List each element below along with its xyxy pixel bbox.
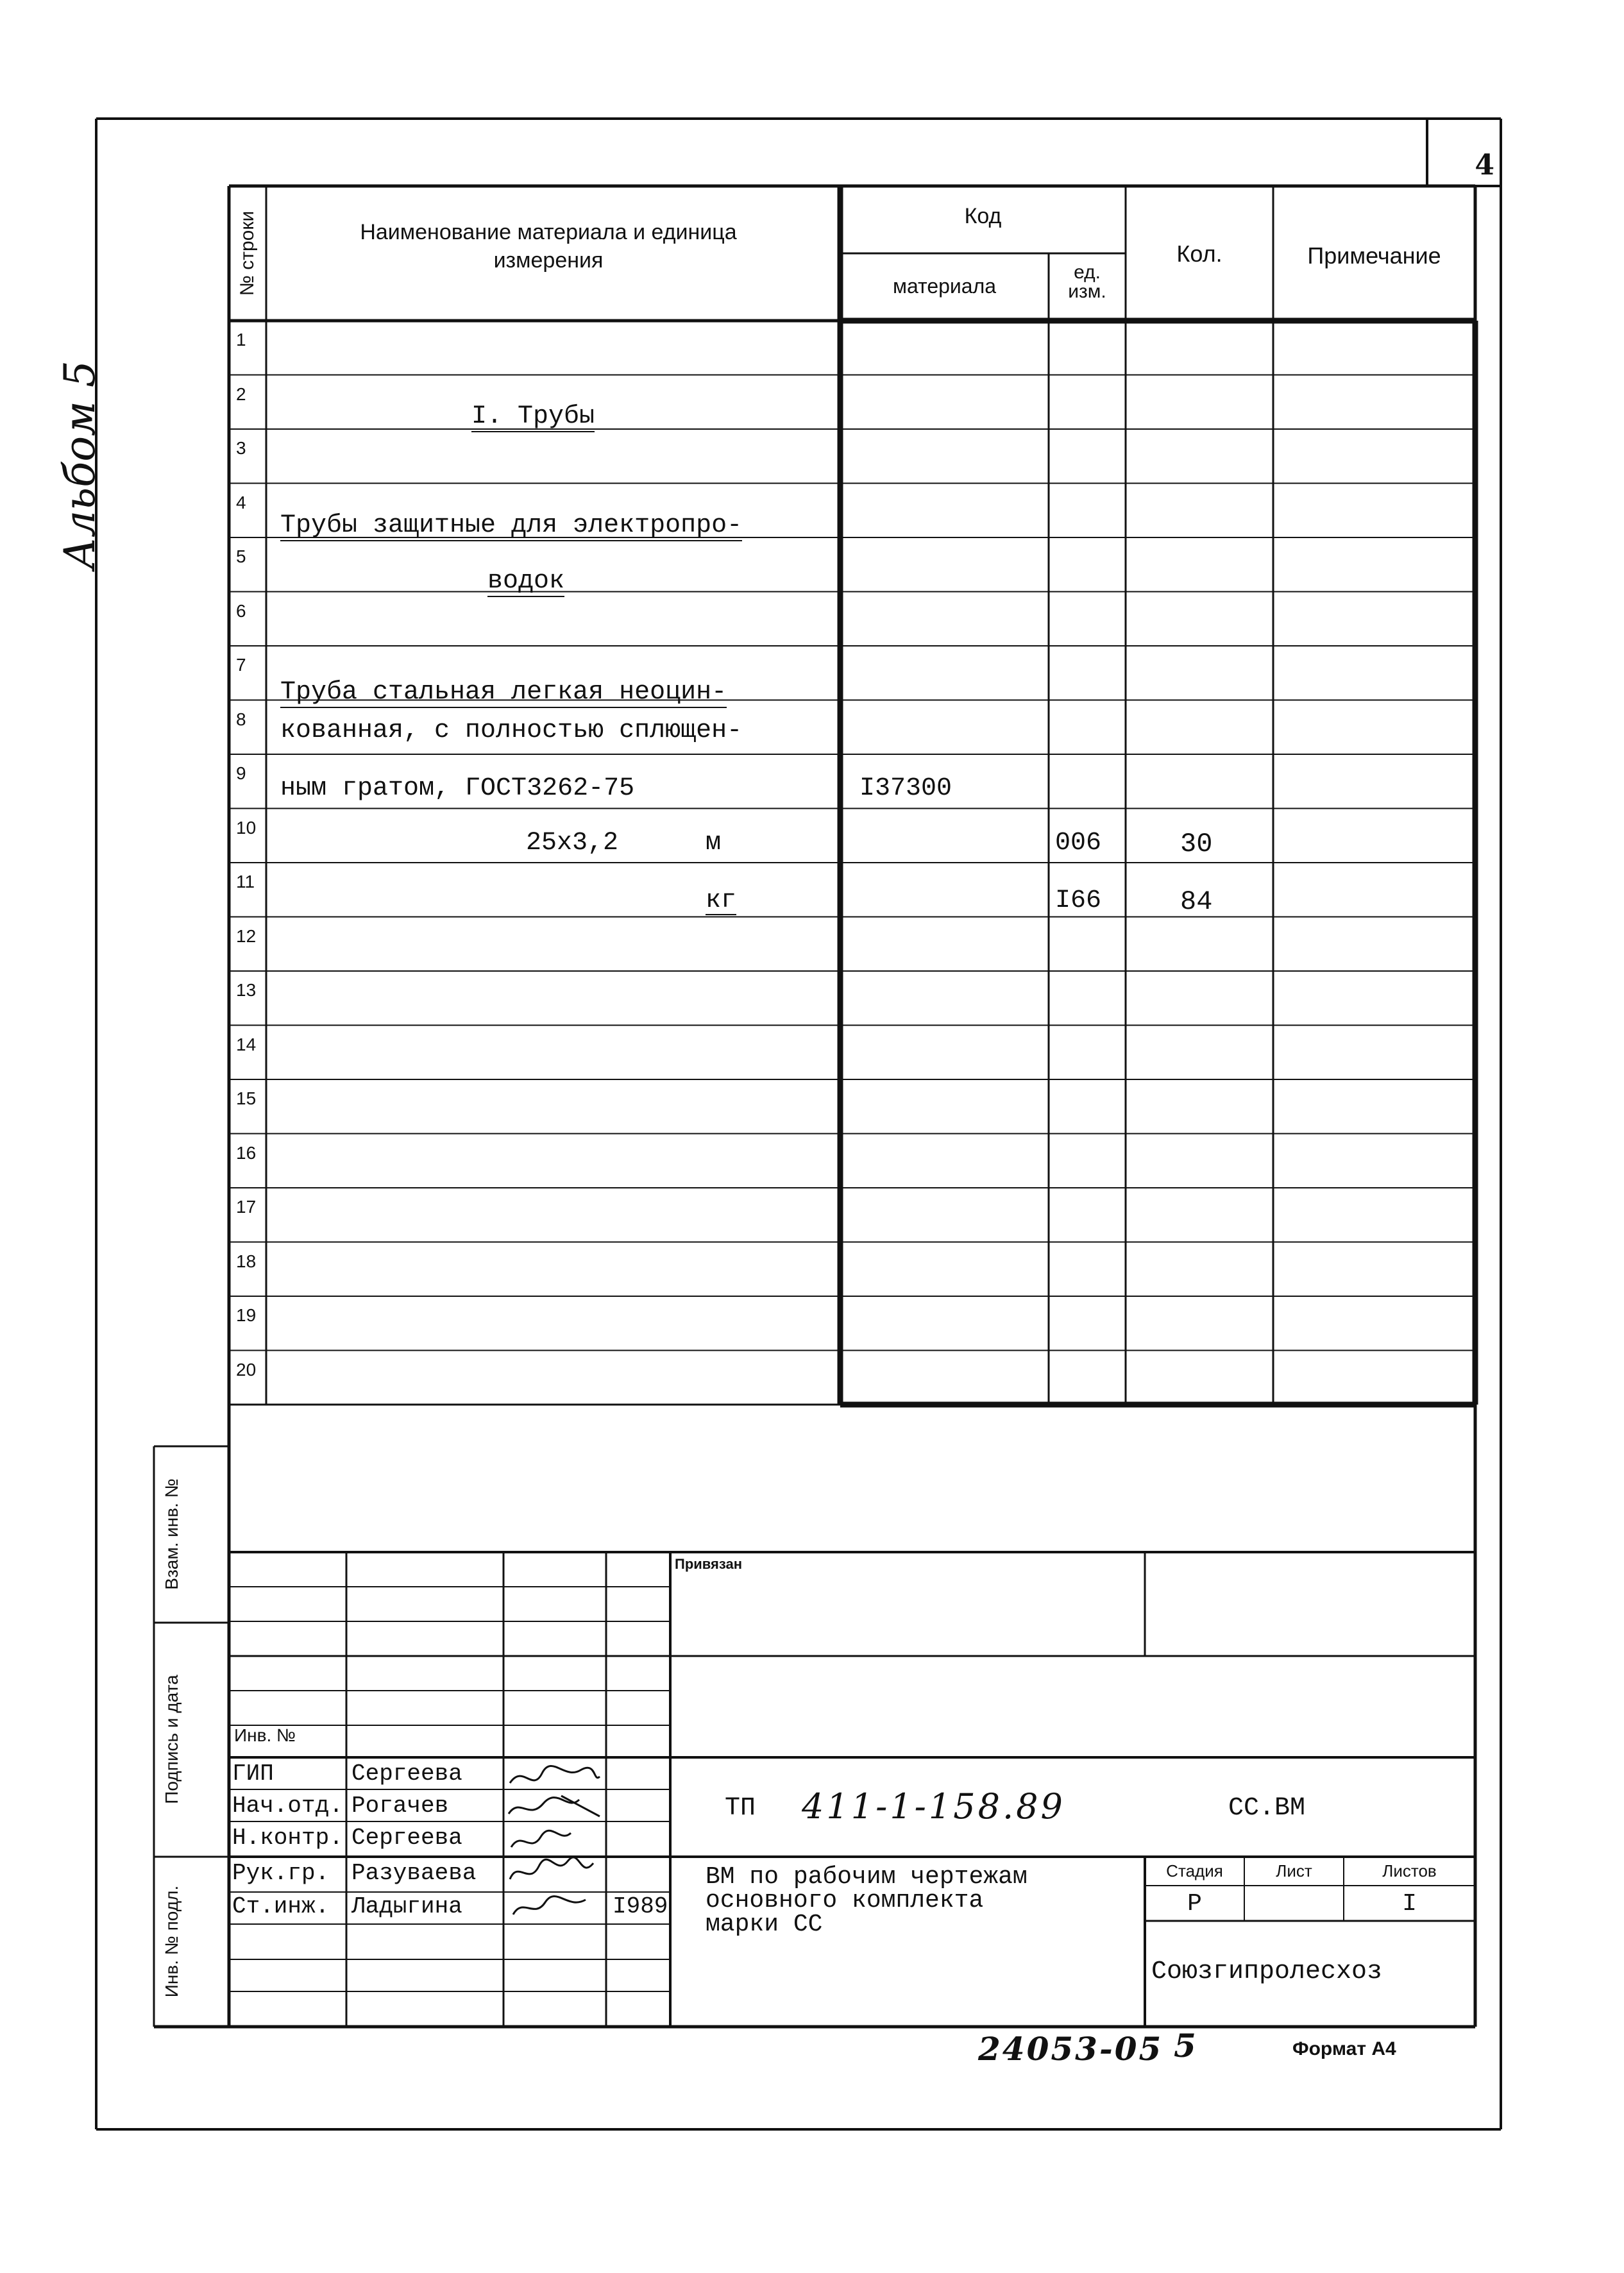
quantity-kg: 84 bbox=[1180, 886, 1213, 917]
header-unit-code: ед. изм. bbox=[1068, 262, 1106, 302]
signature-name-5: Ладыгина bbox=[351, 1893, 462, 1920]
item-group-line-2: водок bbox=[487, 567, 565, 596]
header-material: материала bbox=[892, 275, 997, 298]
sheets-label: Листов bbox=[1382, 1861, 1437, 1880]
row-number: 2 bbox=[236, 384, 246, 404]
page-number: 4 bbox=[1475, 149, 1494, 182]
row-number: 15 bbox=[236, 1088, 257, 1108]
row-number: 16 bbox=[236, 1142, 257, 1163]
row-number: 18 bbox=[236, 1251, 257, 1271]
row-number: 5 bbox=[236, 546, 246, 566]
sheet-label: Лист bbox=[1276, 1861, 1312, 1880]
side-label-podpis: Подпись и дата bbox=[162, 1675, 182, 1804]
format-label: Формат А4 bbox=[1292, 2038, 1396, 2059]
sheets-value: I bbox=[1402, 1890, 1417, 1918]
signature-role-5: Ст.инж. bbox=[232, 1893, 330, 1920]
signature-name-2: Рогачев bbox=[351, 1793, 449, 1819]
signature-date: I989 bbox=[613, 1893, 668, 1920]
item-group-line-1: Трубы защитные для электропро- bbox=[280, 511, 743, 540]
row-number: 17 bbox=[236, 1197, 257, 1217]
signature-role-4: Рук.гр. bbox=[232, 1860, 330, 1886]
description-line-1: ВМ по рабочим чертежам bbox=[706, 1863, 1028, 1891]
unit-kg: кг bbox=[706, 886, 737, 915]
archive-number: 24053-05 bbox=[978, 2030, 1163, 2068]
doc-code: СС.ВМ bbox=[1228, 1794, 1306, 1823]
row-number: 4 bbox=[236, 492, 246, 512]
row-number: 19 bbox=[236, 1305, 257, 1325]
header-note: Примечание bbox=[1307, 242, 1441, 269]
row-number: 13 bbox=[236, 980, 257, 1000]
project-number: 411-1-158.89 bbox=[802, 1786, 1065, 1827]
item-desc-line-3: ным гратом, ГОСТ3262-75 bbox=[280, 774, 635, 803]
unit-m: м bbox=[706, 829, 722, 858]
header-code: Код bbox=[964, 204, 1002, 228]
tp-prefix: ТП bbox=[725, 1794, 756, 1823]
header-row-number: № строки bbox=[237, 210, 258, 296]
row-number: 10 bbox=[236, 817, 257, 838]
row-number: 1 bbox=[236, 330, 246, 350]
signature-role-2: Нач.отд. bbox=[232, 1793, 343, 1819]
unit-code-kg: I66 bbox=[1055, 886, 1102, 915]
privyazan-label: Привязан bbox=[675, 1556, 743, 1572]
row-number: 3 bbox=[236, 438, 246, 458]
album-note: Альбом 5 bbox=[55, 360, 105, 570]
section-title: I. Трубы bbox=[471, 402, 595, 431]
item-desc-line-2: кованная, с полностью сплющен- bbox=[280, 716, 743, 745]
row-number: 20 bbox=[236, 1359, 257, 1380]
row-number: 14 bbox=[236, 1034, 257, 1054]
signature-role-1: ГИП bbox=[232, 1761, 274, 1787]
archive-page: 5 bbox=[1174, 2027, 1196, 2065]
material-code: I37300 bbox=[859, 774, 952, 803]
quantity-m: 30 bbox=[1180, 829, 1213, 859]
description-line-2: основного комплекта bbox=[706, 1887, 984, 1914]
side-label-inv-podl: Инв. № подл. bbox=[162, 1885, 182, 1998]
header-quantity: Кол. bbox=[1176, 241, 1222, 267]
stage-value: Р bbox=[1187, 1890, 1202, 1918]
row-number: 6 bbox=[236, 600, 246, 621]
signature-name-4: Разуваева bbox=[351, 1860, 477, 1886]
row-number: 7 bbox=[236, 655, 246, 675]
signature-name-1: Сергеева bbox=[351, 1761, 462, 1787]
signature-name-3: Сергеева bbox=[351, 1825, 462, 1851]
stage-label: Стадия bbox=[1166, 1861, 1223, 1880]
side-label-vzam: Взам. инв. № bbox=[162, 1478, 182, 1590]
signature-role-3: Н.контр. bbox=[232, 1825, 343, 1851]
row-number: 8 bbox=[236, 709, 246, 729]
organization: Союзгипролесхоз bbox=[1151, 1957, 1383, 1986]
inv-no-label: Инв. № bbox=[234, 1725, 296, 1745]
row-number: 12 bbox=[236, 925, 257, 946]
description-line-3: марки СС bbox=[706, 1911, 823, 1938]
item-size: 25х3,2 bbox=[526, 829, 619, 858]
unit-code-m: 006 bbox=[1055, 829, 1102, 858]
handwritten-signatures bbox=[503, 1757, 606, 1927]
row-number: 9 bbox=[236, 763, 246, 783]
row-number: 11 bbox=[236, 872, 255, 891]
item-desc-line-1: Труба стальная легкая неоцин- bbox=[280, 678, 727, 707]
header-name: Наименование материала и единица измерения bbox=[360, 220, 737, 273]
